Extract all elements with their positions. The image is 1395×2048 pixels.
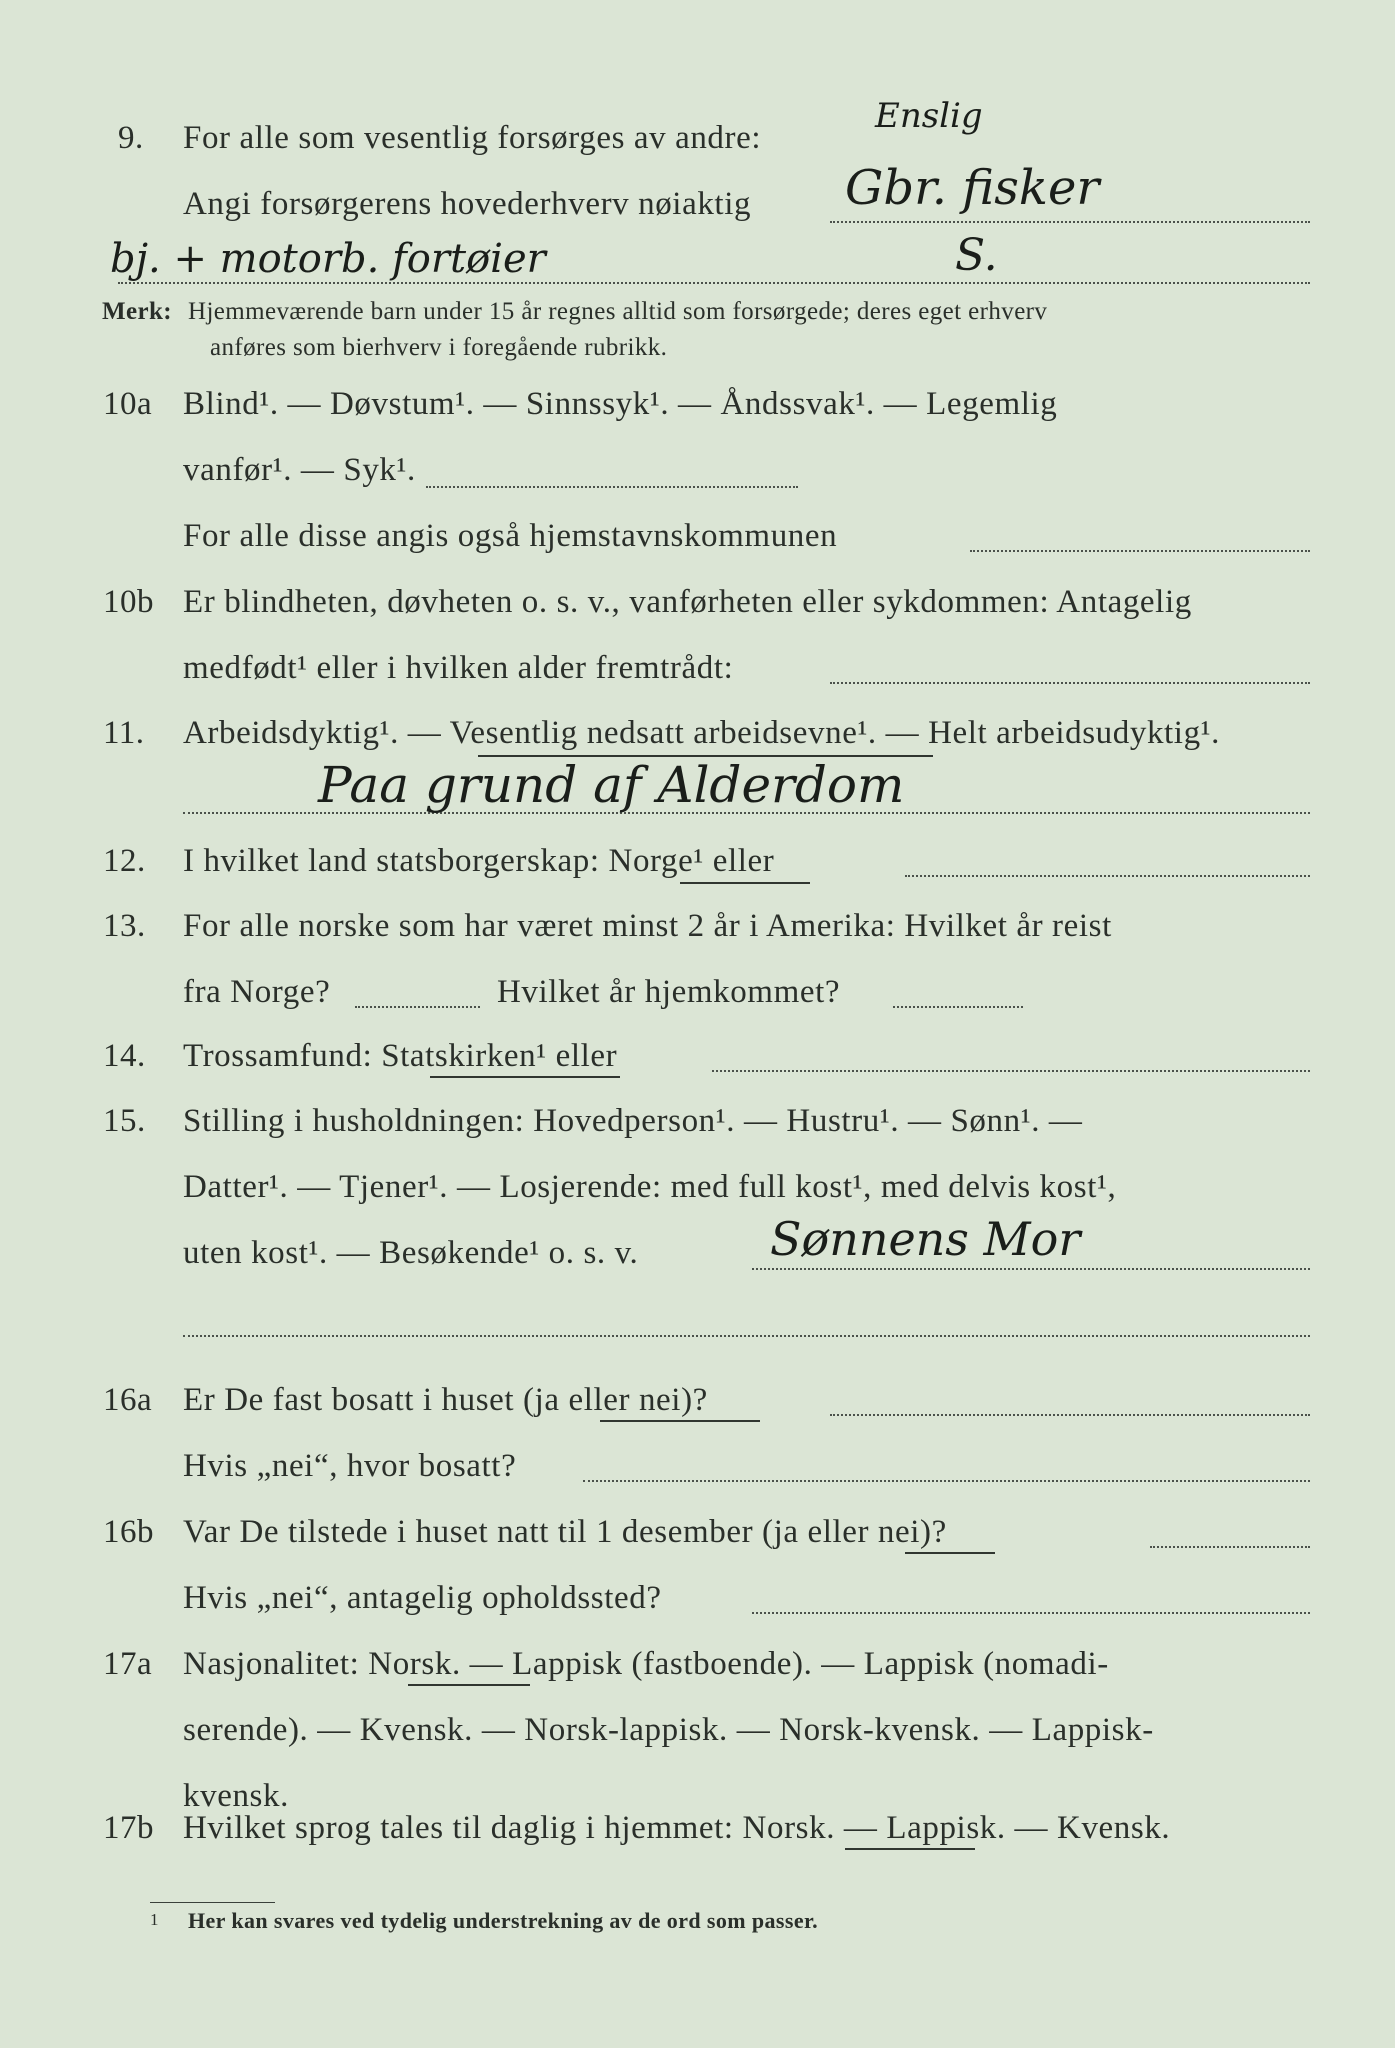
q9-line1: For alle som vesentlig forsørges av andre:	[183, 120, 762, 156]
q9-handwritten-mark: S.	[955, 230, 998, 281]
q9-line2: Angi forsørgerens hovederhverv nøiaktig	[183, 186, 752, 222]
q9-handwritten-top: Enslig	[875, 96, 983, 136]
merk-label: Merk:	[102, 298, 173, 325]
q16b-underline	[905, 1552, 995, 1554]
footnote-text: Her kan svares ved tydelig understrekning av de ord som passer.	[188, 1908, 819, 1933]
q10b-line1: Er blindheten, døvheten o. s. v., vanførheten eller sykdommen: Antagelig	[183, 584, 1192, 620]
q10b-number: 10b	[103, 584, 154, 620]
q17a-line2: serende). — Kvensk. — Norsk-lappisk. — Norsk-kvensk. — Lappisk-	[183, 1712, 1154, 1748]
q10a-line2: vanfør¹. — Syk¹.	[183, 452, 416, 488]
q11-number: 11.	[103, 715, 145, 751]
q16b-whereabouts-line	[752, 1612, 1310, 1614]
q11-line1: Arbeidsdyktig¹. — Vesentlig nedsatt arbeidsevne¹. — Helt arbeidsudyktig¹.	[183, 715, 1221, 751]
q13-number: 13.	[103, 908, 146, 944]
q15-line2: Datter¹. — Tjener¹. — Losjerende: med full kost¹, med delvis kost¹,	[183, 1169, 1117, 1205]
q16b-line1: Var De tilstede i huset natt til 1 desember (ja eller nei)?	[183, 1514, 947, 1550]
q10a-home-municipality-line	[970, 550, 1310, 552]
q16a-underline	[600, 1420, 760, 1422]
q10a-line1: Blind¹. — Døvstum¹. — Sinnssyk¹. — Åndssvak¹. — Legemlig	[183, 386, 1058, 422]
q13-line2a: fra Norge?	[183, 974, 331, 1010]
q13-line2b: Hvilket år hjemkommet?	[497, 974, 841, 1010]
q15-handwritten-answer: Sønnens Mor	[770, 1212, 1081, 1266]
q13-year-left-line	[355, 1006, 480, 1008]
q14-line1: Trossamfund: Statskirken¹ eller	[183, 1038, 618, 1074]
q17b-line1: Hvilket sprog tales til daglig i hjemmet: Norsk. — Lappisk. — Kvensk.	[183, 1810, 1171, 1846]
q12-number: 12.	[103, 843, 146, 879]
q12-underline-norge	[680, 882, 810, 884]
q17a-number: 17a	[103, 1646, 153, 1682]
q14-number: 14.	[103, 1038, 146, 1074]
q9-handwritten-line2: bj. + motorb. fortøier	[110, 236, 546, 282]
q13-line1: For alle norske som har været minst 2 år i Amerika: Hvilket år reist	[183, 908, 1112, 944]
q16b-answer-line	[1150, 1546, 1310, 1548]
q14-underline-statskirken	[430, 1076, 620, 1078]
q16a-answer-line	[830, 1414, 1310, 1416]
q10a-answer-line	[426, 486, 798, 488]
q16a-line2: Hvis „nei“, hvor bosatt?	[183, 1448, 517, 1484]
q11-handwritten-answer: Paa grund af Alderdom	[318, 756, 905, 814]
footnote-mark: 1	[150, 1910, 159, 1929]
q9-number: 9.	[118, 120, 144, 156]
q12-line1: I hvilket land statsborgerskap: Norge¹ eller	[183, 843, 775, 879]
q15-answer-line-2	[183, 1335, 1310, 1337]
q9-answer-line	[830, 221, 1310, 223]
q16a-residence-line	[583, 1480, 1310, 1482]
q9-answer-line-2	[118, 282, 1310, 284]
q10b-line2: medfødt¹ eller i hvilken alder fremtrådt:	[183, 650, 734, 686]
q14-answer-line	[712, 1070, 1310, 1072]
q16b-number: 16b	[103, 1514, 154, 1550]
q15-answer-line	[752, 1268, 1310, 1270]
q17a-underline-norsk	[408, 1684, 530, 1686]
merk-line1: Hjemmeværende barn under 15 år regnes alltid som forsørgede; deres eget erhverv	[188, 298, 1048, 325]
q15-number: 15.	[103, 1103, 146, 1139]
q16a-number: 16a	[103, 1382, 153, 1418]
q17a-line3: kvensk.	[183, 1778, 289, 1814]
q10a-number: 10a	[103, 386, 153, 422]
q9-handwritten-answer: Gbr. fisker	[845, 160, 1100, 216]
q16b-line2: Hvis „nei“, antagelig opholdssted?	[183, 1580, 662, 1616]
q17a-line1: Nasjonalitet: Norsk. — Lappisk (fastboende). — Lappisk (nomadi-	[183, 1646, 1109, 1682]
q17b-underline-norsk	[845, 1848, 975, 1850]
q12-answer-line	[905, 875, 1310, 877]
q15-line3: uten kost¹. — Besøkende¹ o. s. v.	[183, 1235, 639, 1271]
q10a-line3: For alle disse angis også hjemstavnskommunen	[183, 518, 838, 554]
q17b-number: 17b	[103, 1810, 154, 1846]
q13-year-returned-line	[893, 1006, 1023, 1008]
merk-line2: anføres som bierhverv i foregående rubrikk.	[210, 334, 668, 361]
q16a-line1: Er De fast bosatt i huset (ja eller nei)?	[183, 1382, 708, 1418]
footnote-rule	[150, 1902, 275, 1903]
q10b-answer-line	[830, 682, 1310, 684]
q15-line1: Stilling i husholdningen: Hovedperson¹. — Hustru¹. — Sønn¹. —	[183, 1103, 1083, 1139]
